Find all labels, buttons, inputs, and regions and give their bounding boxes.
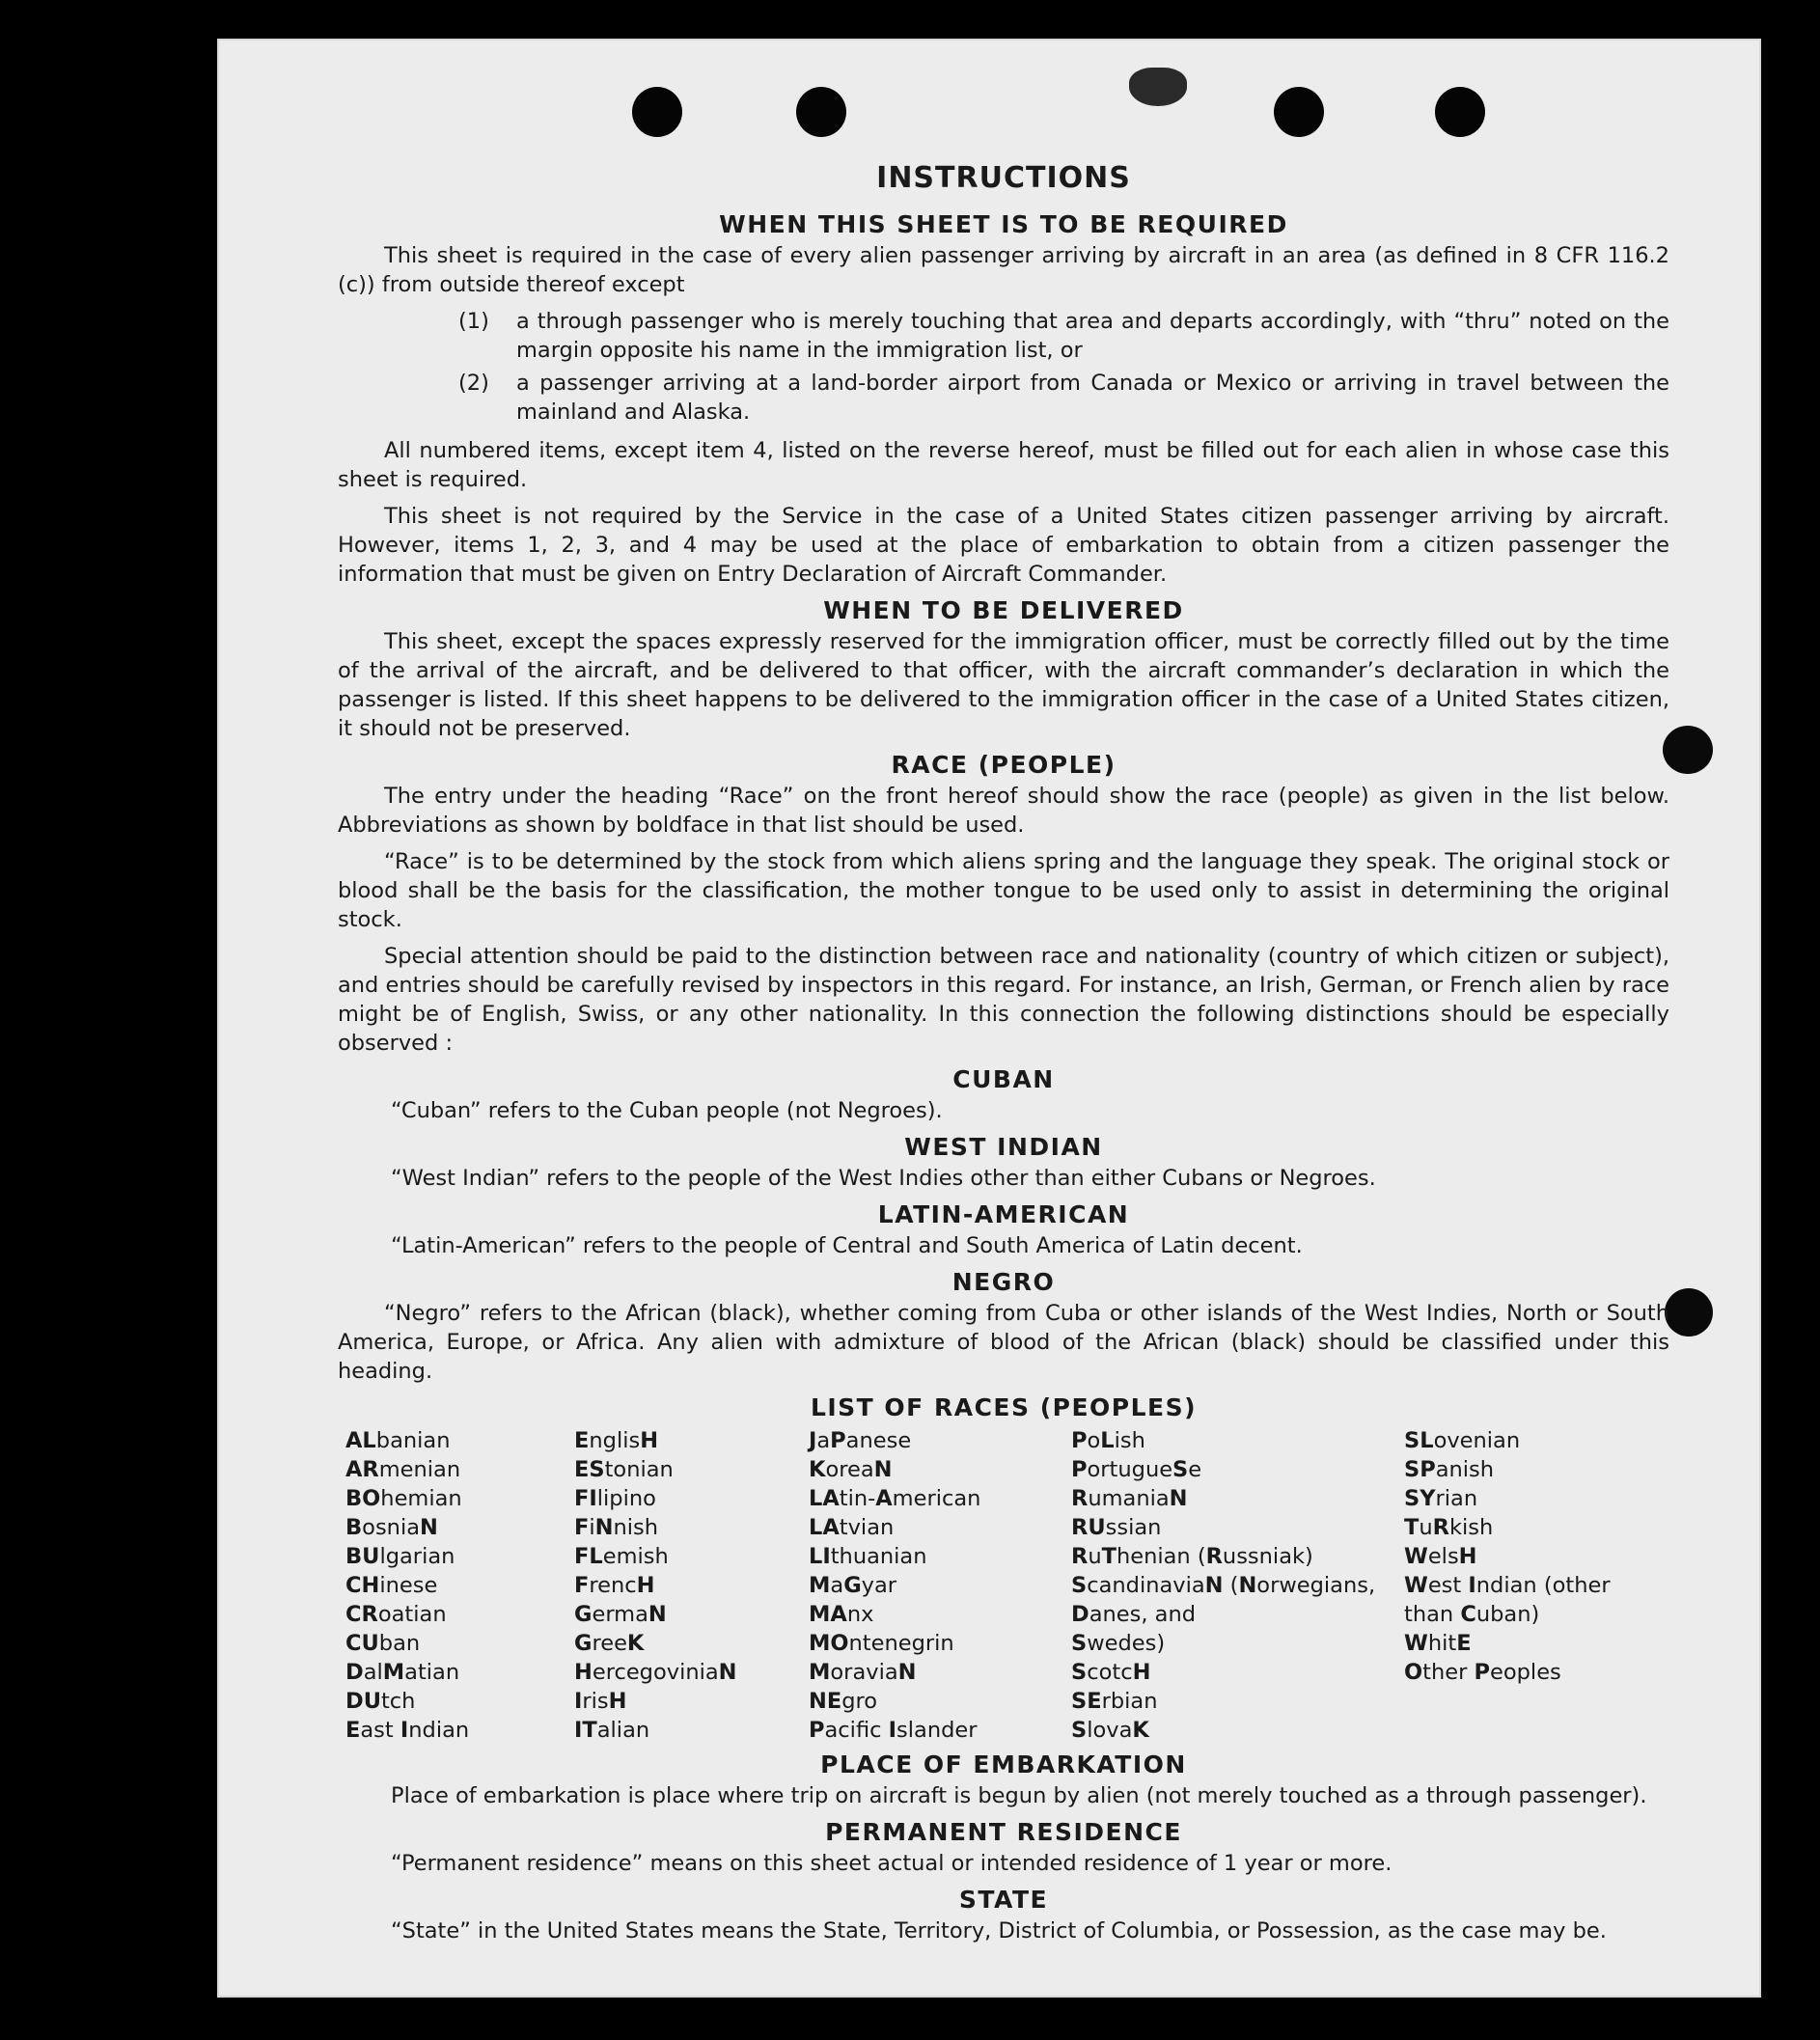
race-entry: RumaniaN xyxy=(1071,1486,1188,1511)
race-entry: GreeK xyxy=(574,1631,645,1656)
ink-blot xyxy=(1129,68,1187,106)
section-heading-required: WHEN THIS SHEET IS TO BE REQUIRED xyxy=(719,210,1288,238)
race-column xyxy=(574,1426,809,1745)
instructions-content xyxy=(338,161,1669,1953)
race-entry: LIthuanian xyxy=(809,1544,927,1569)
embarkation-definition: Place of embarkation is place where trip on aircraft is begun by alien (not merely touched as a through passenger). xyxy=(391,1783,1647,1808)
section-heading-state: STATE xyxy=(958,1886,1049,1914)
race-list xyxy=(345,1426,1669,1745)
race-entry: ITalian xyxy=(574,1718,650,1743)
residence-definition: “Permanent residence” means on this sheet actual or intended residence of 1 year or more. xyxy=(391,1851,1393,1876)
race-entry: FIlipino xyxy=(574,1486,656,1511)
document-page xyxy=(217,39,1761,1998)
race-entry: PortugueSe xyxy=(1071,1457,1202,1482)
race-column xyxy=(809,1426,1071,1745)
race-entry: PoLish xyxy=(1071,1428,1145,1453)
race-entry: WhitE xyxy=(1404,1631,1472,1656)
race-entry: BUlgarian xyxy=(345,1544,455,1569)
race-entry: ScotcH xyxy=(1071,1660,1151,1685)
page-title: INSTRUCTIONS xyxy=(876,161,1131,195)
race-entry: SLovenian xyxy=(1404,1428,1521,1453)
race-entry: MAnx xyxy=(809,1602,874,1627)
race-entry: RUssian xyxy=(1071,1515,1162,1540)
ink-blot xyxy=(1663,726,1713,774)
required-paragraph: This sheet is not required by the Service in the case of a United States citizen passenger arriving by aircraft. However, items 1, 2, 3, and 4 may be used at the place of embarkation to obtain from a citizen passenger the information that must be given on Entry Declaration of Aircraft Commander. xyxy=(338,504,1669,587)
item-text: a through passenger who is merely touching that area and departs accordingly, with “thru” noted on the margin opposite his name in the immigration list, or xyxy=(516,309,1669,363)
race-entry: DalMatian xyxy=(345,1660,460,1685)
required-paragraph: All numbered items, except item 4, listed on the reverse hereof, must be filled out for each alien in whose case this sheet is required. xyxy=(338,438,1669,492)
punch-hole xyxy=(1274,87,1324,137)
latin-american-definition: “Latin-American” refers to the people of Central and South America of Latin decent. xyxy=(391,1233,1303,1258)
negro-definition: “Negro” refers to the African (black), whether coming from Cuba or other islands of the West Indies, North or South America, Europe, or Africa. Any alien with admixture of blood of the African (black) should be classified under this heading. xyxy=(338,1301,1669,1384)
punch-hole xyxy=(632,87,682,137)
race-entry: WelsH xyxy=(1404,1544,1477,1569)
race-entry: Other Peoples xyxy=(1404,1660,1561,1685)
race-entry: TuRkish xyxy=(1404,1515,1494,1540)
exception-item xyxy=(338,369,1669,427)
section-heading-negro: NEGRO xyxy=(951,1268,1056,1296)
race-entry: FrencH xyxy=(574,1573,655,1598)
race-entry: FiNnish xyxy=(574,1515,659,1540)
race-entry: Swedes) xyxy=(1071,1631,1166,1656)
race-entry: JaPanese xyxy=(809,1428,912,1453)
cuban-definition: “Cuban” refers to the Cuban people (not Negroes). xyxy=(391,1098,943,1123)
race-entry: MOntenegrin xyxy=(809,1631,954,1656)
race-entry: Danes, and xyxy=(1071,1602,1196,1627)
section-heading-residence: PERMANENT RESIDENCE xyxy=(825,1818,1182,1846)
race-entry: SPanish xyxy=(1404,1457,1495,1482)
section-heading-race: RACE (PEOPLE) xyxy=(891,751,1117,779)
race-column xyxy=(345,1426,574,1745)
state-definition: “State” in the United States means the State, Territory, District of Columbia, or Possession, as the case may be. xyxy=(391,1918,1607,1944)
race-entry: EStonian xyxy=(574,1457,674,1482)
race-paragraph: “Race” is to be determined by the stock from which aliens spring and the language they speak. The original stock or blood shall be the basis for the classification, the mother tongue to be used only to assist in determining the original stock. xyxy=(338,849,1669,932)
race-entry: West Indian (other xyxy=(1404,1573,1611,1598)
race-entry: BosniaN xyxy=(345,1515,438,1540)
section-heading-cuban: CUBAN xyxy=(952,1065,1055,1093)
race-entry: RuThenian (Russniak) xyxy=(1071,1544,1313,1569)
race-entry: GermaN xyxy=(574,1602,667,1627)
punch-hole xyxy=(1435,87,1485,137)
section-heading-latin-american: LATIN-AMERICAN xyxy=(877,1200,1130,1228)
item-number: (1) xyxy=(458,309,489,334)
section-heading-delivered: WHEN TO BE DELIVERED xyxy=(823,596,1184,624)
race-entry: SlovaK xyxy=(1071,1718,1149,1743)
race-entry: DUtch xyxy=(345,1689,416,1714)
race-paragraph: The entry under the heading “Race” on the front hereof should show the race (people) as given in the list below. Abbreviations as shown by boldface in that list should be used. xyxy=(338,784,1669,838)
race-entry: CUban xyxy=(345,1631,421,1656)
required-intro: This sheet is required in the case of every alien passenger arriving by aircraft in an area (as defined in 8 CFR 116.2 (c)) from outside thereof except xyxy=(338,243,1669,297)
race-entry: HercegoviniaN xyxy=(574,1660,737,1685)
race-entry: CRoatian xyxy=(345,1602,447,1627)
race-column xyxy=(1071,1426,1404,1745)
race-entry: East Indian xyxy=(345,1718,470,1743)
section-heading-list-of-races: LIST OF RACES (PEOPLES) xyxy=(810,1393,1198,1421)
race-entry: KoreaN xyxy=(809,1457,893,1482)
west-indian-definition: “West Indian” refers to the people of the West Indies other than either Cubans or Negroes. xyxy=(391,1166,1376,1191)
exception-item xyxy=(338,307,1669,365)
punch-hole xyxy=(796,87,846,137)
item-text: a passenger arriving at a land-border airport from Canada or Mexico or arriving in travel between the mainland and Alaska. xyxy=(516,371,1669,425)
race-entry: CHinese xyxy=(345,1573,438,1598)
race-entry: than Cuban) xyxy=(1404,1602,1540,1627)
race-column xyxy=(1404,1426,1665,1745)
race-entry: FLemish xyxy=(574,1544,669,1569)
race-entry: MaGyar xyxy=(809,1573,897,1598)
race-entry: ALbanian xyxy=(345,1428,451,1453)
race-entry: EnglisH xyxy=(574,1428,659,1453)
race-entry: Pacifc Islander xyxy=(809,1718,978,1743)
ink-blot xyxy=(1665,1288,1713,1337)
race-entry: ARmenian xyxy=(345,1457,461,1482)
race-entry: IrisH xyxy=(574,1689,627,1714)
race-entry: LAtvian xyxy=(809,1515,895,1540)
race-entry: BOhemian xyxy=(345,1486,462,1511)
race-entry: ScandinaviaN (Norwegians, xyxy=(1071,1573,1376,1598)
section-heading-embarkation: PLACE OF EMBARKATION xyxy=(820,1751,1187,1778)
race-entry: SErbian xyxy=(1071,1689,1158,1714)
race-entry: SYrian xyxy=(1404,1486,1478,1511)
race-entry: NEgro xyxy=(809,1689,878,1714)
section-heading-west-indian: WEST INDIAN xyxy=(904,1133,1103,1161)
race-entry: MoraviaN xyxy=(809,1660,917,1685)
race-paragraph: Special attention should be paid to the distinction between race and nationality (country of which citizen or subject), and entries should be carefully revised by inspectors in this regard. For instance, an Irish, German, or French alien by race might be of English, Swiss, or any other nationality. In this connection the following distinctions should be especially observed : xyxy=(338,944,1669,1056)
item-number: (2) xyxy=(458,371,489,396)
race-entry: LAtin-American xyxy=(809,1486,981,1511)
delivered-paragraph: This sheet, except the spaces expressly reserved for the immigration officer, must be correctly filled out by the time of the arrival of the aircraft, and be delivered to that officer, with the aircraft commander’s declaration in which the passenger is listed. If this sheet happens to be delivered to the immigration officer in the case of a United States citizen, it should not be preserved. xyxy=(338,629,1669,741)
